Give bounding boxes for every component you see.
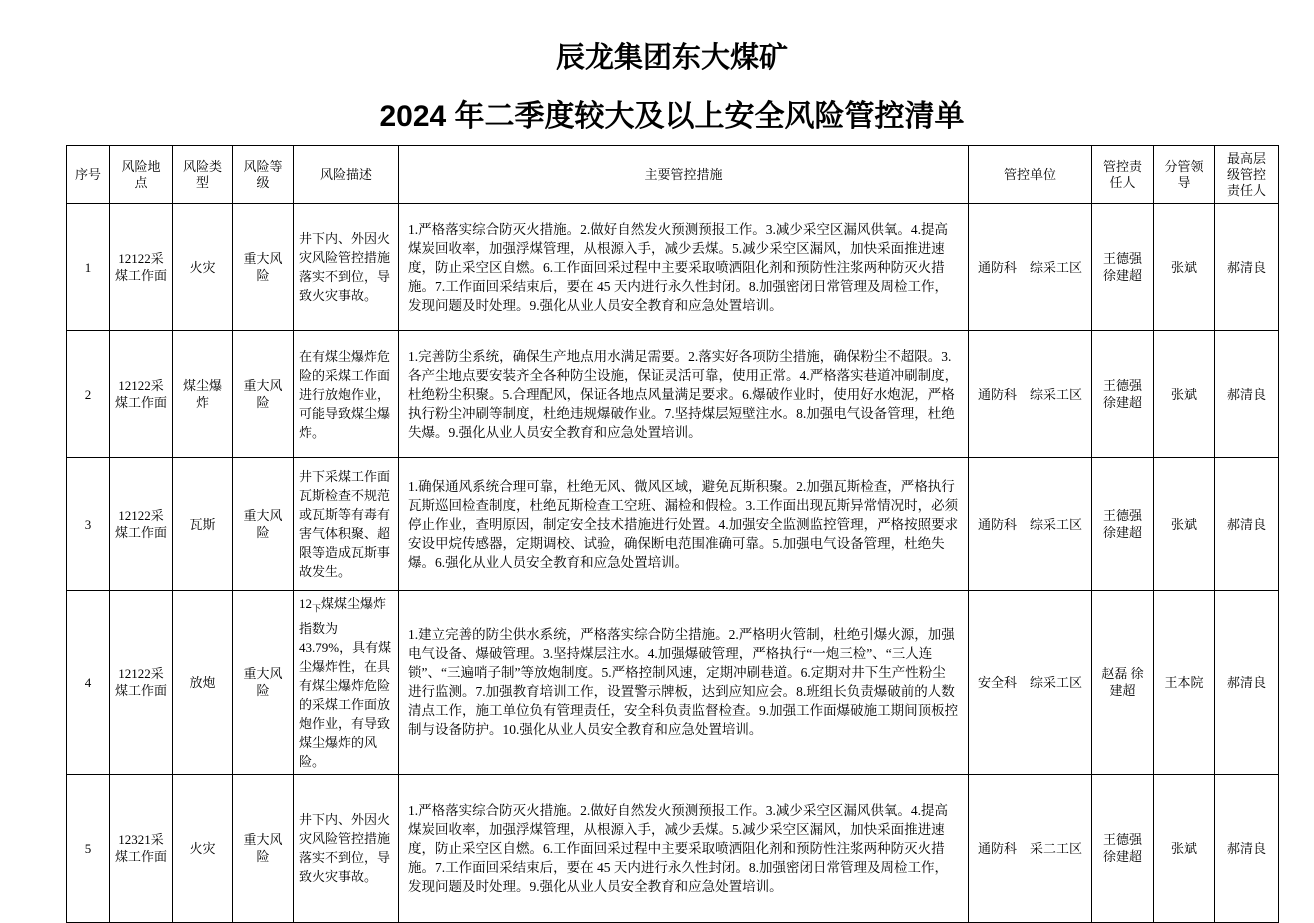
cell-type: 瓦斯: [173, 458, 233, 591]
cell-location: 12122采煤工作面: [110, 204, 173, 331]
cell-type: 放炮: [173, 591, 233, 775]
table-row: [67, 774, 1279, 922]
cell-top-responsible: 郝清良: [1215, 591, 1279, 775]
cell-leader: 张斌: [1154, 774, 1215, 922]
cell-top-responsible: 郝清良: [1215, 458, 1279, 591]
cell-responsible: 王德强 徐建超: [1092, 204, 1154, 331]
cell-measures: 1.严格落实综合防灭火措施。2.做好自然发火预测预报工作。3.减少采空区漏风供氧。4.提高煤炭回收率，加强浮煤管理，从根源入手，减少丢煤。5.减少采空区漏风，加快采面推进速度，防止采空区自燃。6.工作面回采过程中主要采取喷洒阻化剂和预防性注浆两种防灭火措施。7.工作面回采结束后，要在 45 天内进行永久性封闭。8.加强密闭日常管理及周检工作，发现问题及时处理。9.强化从业人员安全教育和应急处置培训。: [399, 204, 969, 331]
cell-level: 重大风险: [233, 591, 294, 775]
cell-measures: 1.确保通风系统合理可靠，杜绝无风、微风区域，避免瓦斯积聚。2.加强瓦斯检查，严格执行瓦斯巡回检查制度，杜绝瓦斯检查工空班、漏检和假检。3.工作面出现瓦斯异常情况时，必须停止作业，查明原因，制定安全技术措施进行处置。4.加强安全监测监控管理，严格按照要求安设甲烷传感器，定期调校、试验，确保断电范围准确可靠。5.加强电气设备管理，杜绝失爆。6.强化从业人员安全教育和应急处置培训。: [399, 458, 969, 591]
table-header-row: [67, 146, 1279, 204]
cell-top-responsible: 郝清良: [1215, 331, 1279, 458]
cell-location: 12122采煤工作面: [110, 458, 173, 591]
cell-serial: 3: [67, 458, 110, 591]
col-header-leader: 分管领导: [1154, 146, 1215, 204]
cell-serial: 4: [67, 591, 110, 775]
cell-description: 井下采煤工作面瓦斯检查不规范或瓦斯等有毒有害气体积聚、超限等造成瓦斯事故发生。: [294, 458, 399, 591]
col-header-type: 风险类型: [173, 146, 233, 204]
cell-leader: 王本院: [1154, 591, 1215, 775]
cell-serial: 2: [67, 331, 110, 458]
cell-responsible: 王德强 徐建超: [1092, 458, 1154, 591]
cell-unit: 通防科 综采工区: [969, 331, 1092, 458]
col-header-serial: 序号: [67, 146, 110, 204]
cell-leader: 张斌: [1154, 458, 1215, 591]
col-header-level: 风险等级: [233, 146, 294, 204]
table-row: [67, 458, 1279, 591]
cell-description: 井下内、外因火灾风险管控措施落实不到位，导致火灾事故。: [294, 204, 399, 331]
cell-leader: 张斌: [1154, 331, 1215, 458]
cell-measures: 1.完善防尘系统，确保生产地点用水满足需要。2.落实好各项防尘措施，确保粉尘不超限。3.各产尘地点要安装齐全各种防尘设施，保证灵活可靠，使用正常。4.严格落实巷道冲刷制度，杜绝粉尘积聚。5.合理配风，保证各地点风量满足要求。6.爆破作业时，使用好水炮泥，严格执行粉尘冲刷等制度，杜绝违规爆破作业。7.坚持煤层短壁注水。8.加强电气设备管理，杜绝失爆。9.强化从业人员安全教育和应急处置培训。: [399, 331, 969, 458]
col-header-top-responsible: 最高层级管控责任人: [1215, 146, 1279, 204]
cell-location: 12122采煤工作面: [110, 591, 173, 775]
cell-type: 火灾: [173, 774, 233, 922]
col-header-responsible: 管控责任人: [1092, 146, 1154, 204]
table-row: [67, 331, 1279, 458]
cell-unit: 安全科 综采工区: [969, 591, 1092, 775]
cell-top-responsible: 郝清良: [1215, 204, 1279, 331]
col-header-unit: 管控单位: [969, 146, 1092, 204]
cell-location: 12122采煤工作面: [110, 331, 173, 458]
cell-measures: 1.建立完善的防尘供水系统，严格落实综合防尘措施。2.严格明火管制，杜绝引爆火源，加强电气设备、爆破管理。3.坚持煤层注水。4.加强爆破管理，严格执行“一炮三检”、“三人连锁”、“三遍哨子制”等放炮制度。5.严格控制风速，定期冲刷巷道。6.定期对井下生产性粉尘进行监测。7.加强教育培训工作，设置警示牌板，达到应知应会。8.班组长负责爆破前的人数清点工作，施工单位负有管理责任，安全科负责监督检查。9.加强工作面爆破施工期间顶板控制与设备防护。10.强化从业人员安全教育和应急处置培训。: [399, 591, 969, 775]
cell-serial: 1: [67, 204, 110, 331]
cell-level: 重大风险: [233, 204, 294, 331]
col-header-location: 风险地点: [110, 146, 173, 204]
cell-level: 重大风险: [233, 774, 294, 922]
document-title: 辰龙集团东大煤矿: [555, 42, 788, 74]
cell-responsible: 王德强 徐建超: [1092, 774, 1154, 922]
cell-type: 火灾: [173, 204, 233, 331]
cell-measures: 1.严格落实综合防灭火措施。2.做好自然发火预测预报工作。3.减少采空区漏风供氧。4.提高煤炭回收率，加强浮煤管理，从根源入手，减少丢煤。5.减少采空区漏风，加快采面推进速度，防止采空区自燃。6.工作面回采过程中主要采取喷洒阻化剂和预防性注浆两种防灭火措施。7.工作面回采结束后，要在 45 天内进行永久性封闭。8.加强密闭日常管理及周检工作，发现问题及时处理。9.强化从业人员安全教育和应急处置培训。: [399, 774, 969, 922]
cell-location: 12321采煤工作面: [110, 774, 173, 922]
cell-description: 井下内、外因火灾风险管控措施落实不到位，导致火灾事故。: [294, 774, 399, 922]
document-subtitle: 2024 年二季度较大及以上安全风险管控清单: [379, 100, 965, 133]
cell-description: $12_下$煤煤尘爆炸指数为 43.79%，具有煤尘爆炸性，在具有煤尘爆炸危险的采煤工作面放炮作业，有导致煤尘爆炸的风险。: [294, 591, 399, 775]
cell-responsible: 赵磊 徐建超: [1092, 591, 1154, 775]
col-header-description: 风险描述: [294, 146, 399, 204]
table-row: [67, 204, 1279, 331]
cell-leader: 张斌: [1154, 204, 1215, 331]
cell-level: 重大风险: [233, 331, 294, 458]
cell-serial: 5: [67, 774, 110, 922]
cell-responsible: 王德强 徐建超: [1092, 331, 1154, 458]
col-header-measures: 主要管控措施: [399, 146, 969, 204]
table-row: [67, 591, 1279, 775]
cell-level: 重大风险: [233, 458, 294, 591]
risk-control-table: [66, 145, 1279, 923]
cell-top-responsible: 郝清良: [1215, 774, 1279, 922]
cell-unit: 通防科 综采工区: [969, 204, 1092, 331]
cell-type: 煤尘爆炸: [173, 331, 233, 458]
cell-description: 在有煤尘爆炸危险的采煤工作面进行放炮作业，可能导致煤尘爆炸。: [294, 331, 399, 458]
cell-unit: 通防科 采二工区: [969, 774, 1092, 922]
cell-unit: 通防科 综采工区: [969, 458, 1092, 591]
